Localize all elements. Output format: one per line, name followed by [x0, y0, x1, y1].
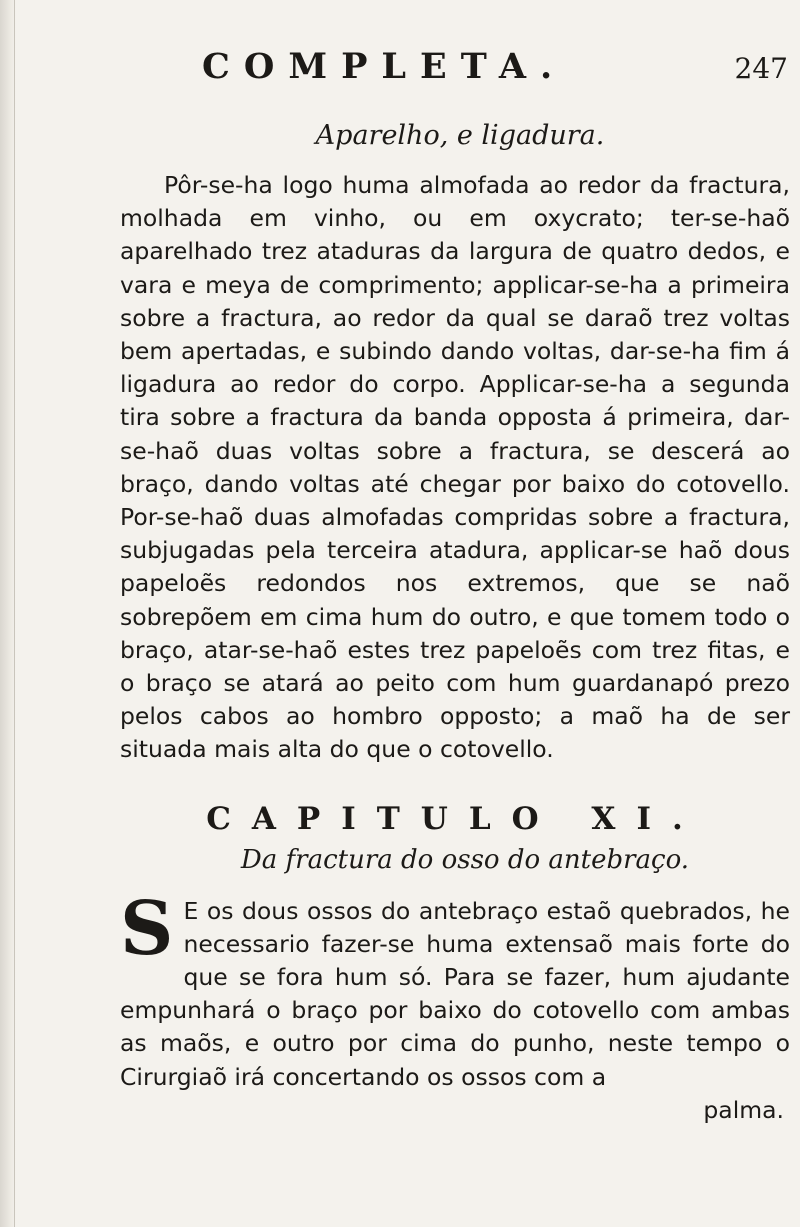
page-number: 247	[734, 52, 788, 85]
section-heading: Aparelho, e ligadura.	[315, 120, 605, 151]
drop-cap-initial: S	[120, 885, 174, 972]
chapter-heading: CAPITULO XI.	[206, 800, 704, 837]
book-page	[120, 40, 790, 1127]
catchword: palma.	[703, 1095, 784, 1124]
chapter-paragraph-block	[120, 885, 790, 1094]
chapter-paragraph: E os dous ossos do antebraço estaõ quebrados, he necessario fazer-se huma extensaõ mais forte do que se fora hum só. Para se fazer, hum ajudante empunhará o braço por baixo do cotovello com ambas as maõs, e outro por cima do punho, neste tempo o Cirurgiaõ irá concertando os ossos com a	[120, 896, 790, 1091]
page-binding-line	[14, 0, 15, 1227]
running-head	[120, 40, 790, 100]
section-paragraph: Pôr-se-ha logo huma almofada ao redor da fractura, molhada em vinho, ou em oxycrato; ter-se-haõ aparelhado trez ataduras da largura de quatro dedos, e vara e meya de comprimento; applicar-se-ha a primeira sobre a fractura, ao redor da qual se daraõ trez voltas bem apertadas, e subindo dando voltas, dar-se-ha fim á ligadura ao redor do corpo. Applicar-se-ha a segunda tira sobre a fractura da banda opposta á primeira, dar-se-haõ duas voltas sobre a fractura, se descerá ao braço, dando voltas até chegar por baixo do cotovello. Por-se-haõ duas almofadas compridas sobre a fractura, subjugadas pela terceira atadura, applicar-se haõ dous papeloẽs redondos nos extremos, que se naõ sobrepõem em cima hum do outro, e que tomem todo o braço, atar-se-haõ estes trez papeloẽs com trez fitas, e o braço se atará ao peito com hum guardanapó prezo pelos cabos ao hombro opposto; a maõ ha de ser situada mais alta do que o cotovello.	[120, 171, 790, 764]
running-title: COMPLETA.	[202, 46, 567, 87]
chapter-subtitle: Da fractura do osso do antebraço.	[240, 844, 690, 875]
